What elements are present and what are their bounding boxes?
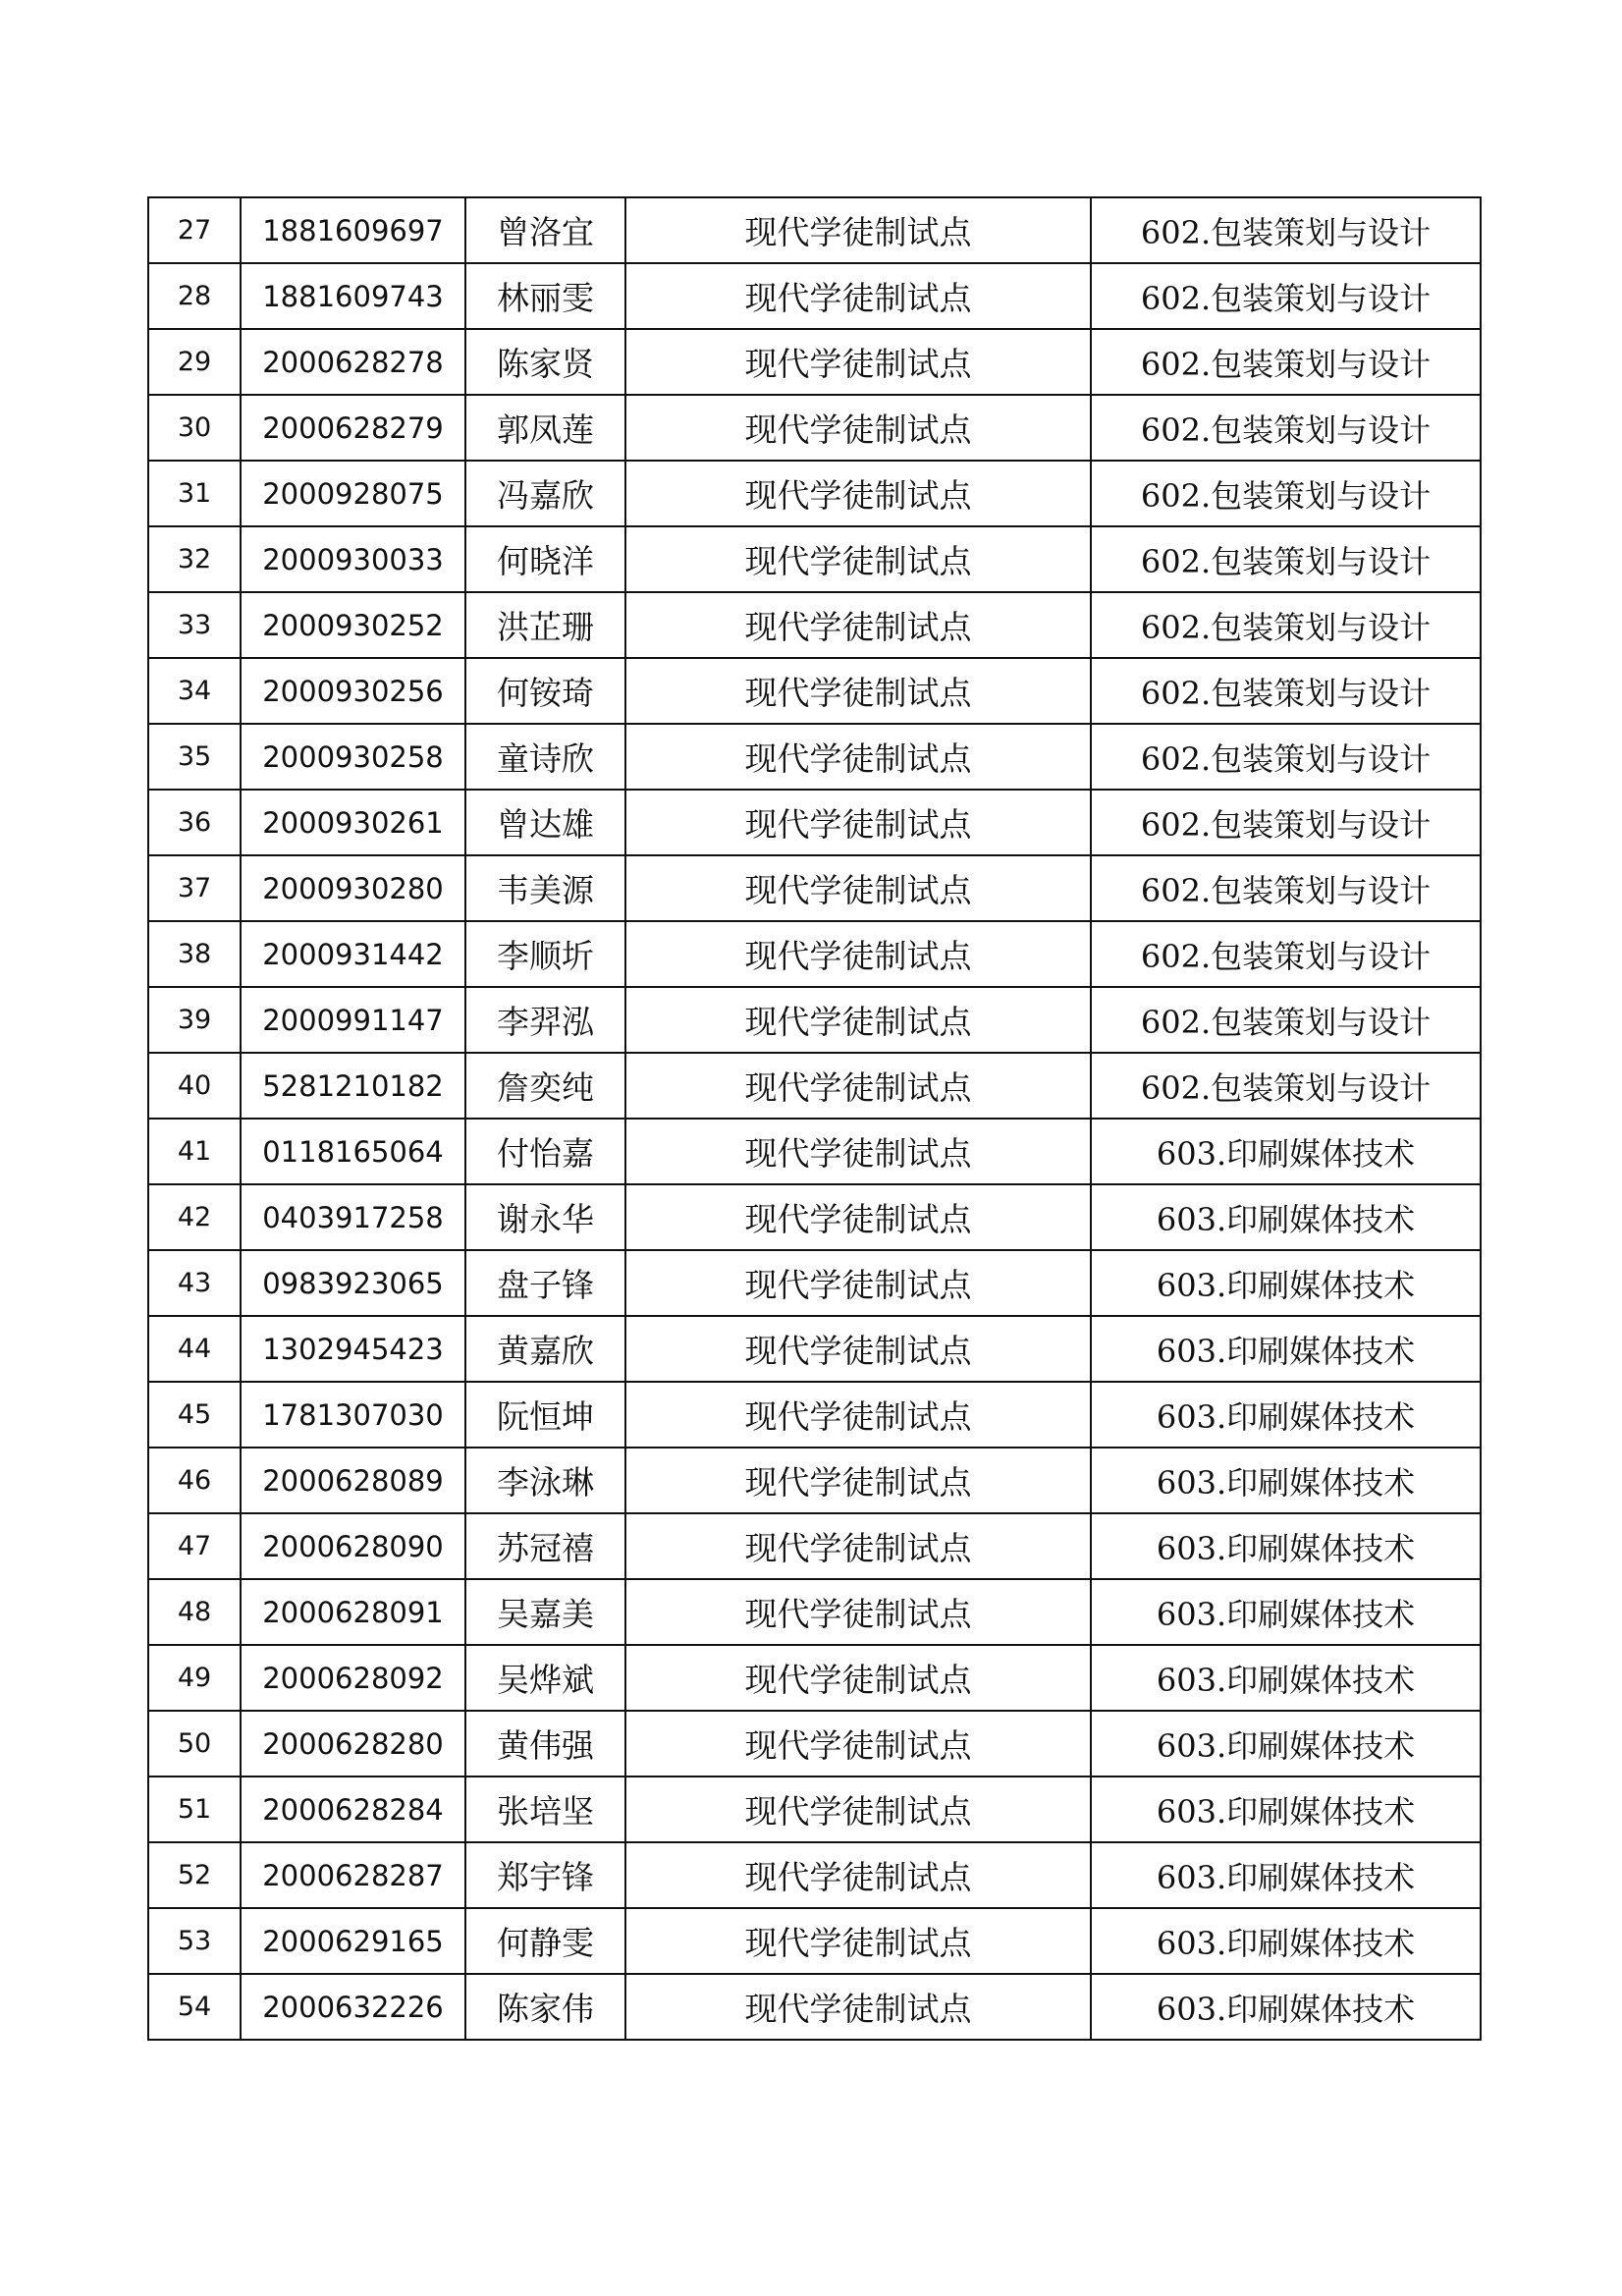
row-index-cell: 35 [148,724,241,790]
row-index-cell: 43 [148,1250,241,1316]
enrollment-type-cell: 现代学徒制试点 [625,1119,1091,1184]
student-id-cell: 2000628280 [241,1711,465,1777]
student-id-cell: 2000629165 [241,1908,465,1974]
row-index-cell: 49 [148,1645,241,1711]
table-row [148,1382,1481,1448]
student-name-cell: 韦美源 [465,855,625,921]
student-id-cell: 2000928075 [241,461,465,526]
student-name-cell: 吴嘉美 [465,1579,625,1645]
student-id-cell: 2000628278 [241,329,465,395]
table-row [148,263,1481,329]
student-name-cell: 陈家贤 [465,329,625,395]
student-id-cell: 2000931442 [241,921,465,987]
major-cell: 602.包装策划与设计 [1091,461,1481,526]
student-id-cell: 2000628279 [241,395,465,461]
major-cell: 603.印刷媒体技术 [1091,1448,1481,1513]
row-index-cell: 33 [148,592,241,658]
student-name-cell: 苏冠禧 [465,1513,625,1579]
student-name-cell: 黄伟强 [465,1711,625,1777]
student-name-cell: 何晓洋 [465,526,625,592]
enrollment-type-cell: 现代学徒制试点 [625,461,1091,526]
row-index-cell: 32 [148,526,241,592]
major-cell: 602.包装策划与设计 [1091,790,1481,855]
major-cell: 603.印刷媒体技术 [1091,1645,1481,1711]
student-id-cell: 5281210182 [241,1053,465,1119]
student-id-cell: 1302945423 [241,1316,465,1382]
student-id-cell: 2000632226 [241,1974,465,2040]
major-cell: 603.印刷媒体技术 [1091,1513,1481,1579]
row-index-cell: 50 [148,1711,241,1777]
enrollment-type-cell: 现代学徒制试点 [625,526,1091,592]
major-cell: 603.印刷媒体技术 [1091,1184,1481,1250]
student-name-cell: 郑宇锋 [465,1842,625,1908]
table-row [148,197,1481,263]
enrollment-type-cell: 现代学徒制试点 [625,1645,1091,1711]
enrollment-type-cell: 现代学徒制试点 [625,1908,1091,1974]
table-row [148,329,1481,395]
student-id-cell: 2000930258 [241,724,465,790]
major-cell: 602.包装策划与设计 [1091,592,1481,658]
enrollment-type-cell: 现代学徒制试点 [625,987,1091,1053]
student-id-cell: 2000628287 [241,1842,465,1908]
student-id-cell: 1781307030 [241,1382,465,1448]
row-index-cell: 42 [148,1184,241,1250]
enrollment-type-cell: 现代学徒制试点 [625,855,1091,921]
table-row [148,724,1481,790]
student-id-cell: 0403917258 [241,1184,465,1250]
student-name-cell: 谢永华 [465,1184,625,1250]
roster-body [148,197,1481,2040]
major-cell: 603.印刷媒体技术 [1091,1711,1481,1777]
student-id-cell: 2000930256 [241,658,465,724]
student-name-cell: 黄嘉欣 [465,1316,625,1382]
enrollment-type-cell: 现代学徒制试点 [625,1184,1091,1250]
major-cell: 602.包装策划与设计 [1091,526,1481,592]
table-row [148,921,1481,987]
table-row [148,526,1481,592]
table-row [148,1908,1481,1974]
row-index-cell: 41 [148,1119,241,1184]
student-id-cell: 1881609697 [241,197,465,263]
table-row [148,461,1481,526]
row-index-cell: 47 [148,1513,241,1579]
enrollment-type-cell: 现代学徒制试点 [625,395,1091,461]
row-index-cell: 40 [148,1053,241,1119]
major-cell: 603.印刷媒体技术 [1091,1908,1481,1974]
enrollment-type-cell: 现代学徒制试点 [625,658,1091,724]
enrollment-type-cell: 现代学徒制试点 [625,1382,1091,1448]
enrollment-type-cell: 现代学徒制试点 [625,1448,1091,1513]
student-id-cell: 2000628089 [241,1448,465,1513]
student-id-cell: 2000628092 [241,1645,465,1711]
enrollment-type-cell: 现代学徒制试点 [625,1579,1091,1645]
row-index-cell: 36 [148,790,241,855]
student-name-cell: 曾洛宜 [465,197,625,263]
row-index-cell: 45 [148,1382,241,1448]
student-name-cell: 童诗欣 [465,724,625,790]
student-id-cell: 2000930252 [241,592,465,658]
major-cell: 603.印刷媒体技术 [1091,1382,1481,1448]
table-row [148,855,1481,921]
table-row [148,1974,1481,2040]
table-row [148,658,1481,724]
student-name-cell: 何静雯 [465,1908,625,1974]
row-index-cell: 37 [148,855,241,921]
major-cell: 602.包装策划与设计 [1091,197,1481,263]
major-cell: 603.印刷媒体技术 [1091,1316,1481,1382]
student-name-cell: 郭凤莲 [465,395,625,461]
enrollment-type-cell: 现代学徒制试点 [625,1974,1091,2040]
student-id-cell: 2000628090 [241,1513,465,1579]
student-name-cell: 阮恒坤 [465,1382,625,1448]
student-name-cell: 李顺圻 [465,921,625,987]
enrollment-type-cell: 现代学徒制试点 [625,1053,1091,1119]
student-id-cell: 2000930280 [241,855,465,921]
major-cell: 603.印刷媒体技术 [1091,1974,1481,2040]
major-cell: 602.包装策划与设计 [1091,658,1481,724]
student-id-cell: 2000991147 [241,987,465,1053]
row-index-cell: 29 [148,329,241,395]
enrollment-type-cell: 现代学徒制试点 [625,724,1091,790]
enrollment-type-cell: 现代学徒制试点 [625,1316,1091,1382]
enrollment-type-cell: 现代学徒制试点 [625,1513,1091,1579]
enrollment-type-cell: 现代学徒制试点 [625,329,1091,395]
student-id-cell: 2000628284 [241,1777,465,1842]
student-name-cell: 冯嘉欣 [465,461,625,526]
table-row [148,1513,1481,1579]
enrollment-type-cell: 现代学徒制试点 [625,1711,1091,1777]
student-name-cell: 付怡嘉 [465,1119,625,1184]
enrollment-type-cell: 现代学徒制试点 [625,1842,1091,1908]
major-cell: 602.包装策划与设计 [1091,921,1481,987]
student-name-cell: 洪芷珊 [465,592,625,658]
student-name-cell: 盘子锋 [465,1250,625,1316]
table-row [148,1645,1481,1711]
row-index-cell: 48 [148,1579,241,1645]
row-index-cell: 30 [148,395,241,461]
student-name-cell: 李羿泓 [465,987,625,1053]
table-row [148,1777,1481,1842]
row-index-cell: 28 [148,263,241,329]
student-id-cell: 2000930261 [241,790,465,855]
table-row [148,1842,1481,1908]
student-name-cell: 李泳琳 [465,1448,625,1513]
table-row [148,790,1481,855]
row-index-cell: 52 [148,1842,241,1908]
table-row [148,1579,1481,1645]
table-row [148,1448,1481,1513]
student-id-cell: 0983923065 [241,1250,465,1316]
student-name-cell: 陈家伟 [465,1974,625,2040]
enrollment-type-cell: 现代学徒制试点 [625,197,1091,263]
row-index-cell: 51 [148,1777,241,1842]
enrollment-type-cell: 现代学徒制试点 [625,263,1091,329]
table-row [148,395,1481,461]
row-index-cell: 38 [148,921,241,987]
enrollment-type-cell: 现代学徒制试点 [625,592,1091,658]
major-cell: 603.印刷媒体技术 [1091,1579,1481,1645]
row-index-cell: 31 [148,461,241,526]
table-row [148,1250,1481,1316]
row-index-cell: 27 [148,197,241,263]
student-id-cell: 1881609743 [241,263,465,329]
major-cell: 602.包装策划与设计 [1091,263,1481,329]
table-row [148,1316,1481,1382]
table-row [148,1711,1481,1777]
major-cell: 602.包装策划与设计 [1091,329,1481,395]
student-id-cell: 2000930033 [241,526,465,592]
major-cell: 602.包装策划与设计 [1091,724,1481,790]
table-row [148,1184,1481,1250]
row-index-cell: 54 [148,1974,241,2040]
student-name-cell: 何铵琦 [465,658,625,724]
row-index-cell: 39 [148,987,241,1053]
row-index-cell: 53 [148,1908,241,1974]
enrollment-type-cell: 现代学徒制试点 [625,790,1091,855]
student-name-cell: 詹奕纯 [465,1053,625,1119]
table-row [148,987,1481,1053]
student-name-cell: 曾达雄 [465,790,625,855]
student-id-cell: 0118165064 [241,1119,465,1184]
student-name-cell: 吴烨斌 [465,1645,625,1711]
enrollment-type-cell: 现代学徒制试点 [625,1250,1091,1316]
major-cell: 603.印刷媒体技术 [1091,1250,1481,1316]
major-cell: 603.印刷媒体技术 [1091,1777,1481,1842]
major-cell: 603.印刷媒体技术 [1091,1119,1481,1184]
row-index-cell: 46 [148,1448,241,1513]
row-index-cell: 44 [148,1316,241,1382]
student-name-cell: 张培坚 [465,1777,625,1842]
major-cell: 602.包装策划与设计 [1091,1053,1481,1119]
major-cell: 602.包装策划与设计 [1091,855,1481,921]
student-id-cell: 2000628091 [241,1579,465,1645]
enrollment-type-cell: 现代学徒制试点 [625,921,1091,987]
student-name-cell: 林丽雯 [465,263,625,329]
table-row [148,1053,1481,1119]
student-roster-table [147,196,1482,2041]
table-row [148,1119,1481,1184]
major-cell: 603.印刷媒体技术 [1091,1842,1481,1908]
major-cell: 602.包装策划与设计 [1091,395,1481,461]
table-row [148,592,1481,658]
row-index-cell: 34 [148,658,241,724]
enrollment-type-cell: 现代学徒制试点 [625,1777,1091,1842]
major-cell: 602.包装策划与设计 [1091,987,1481,1053]
